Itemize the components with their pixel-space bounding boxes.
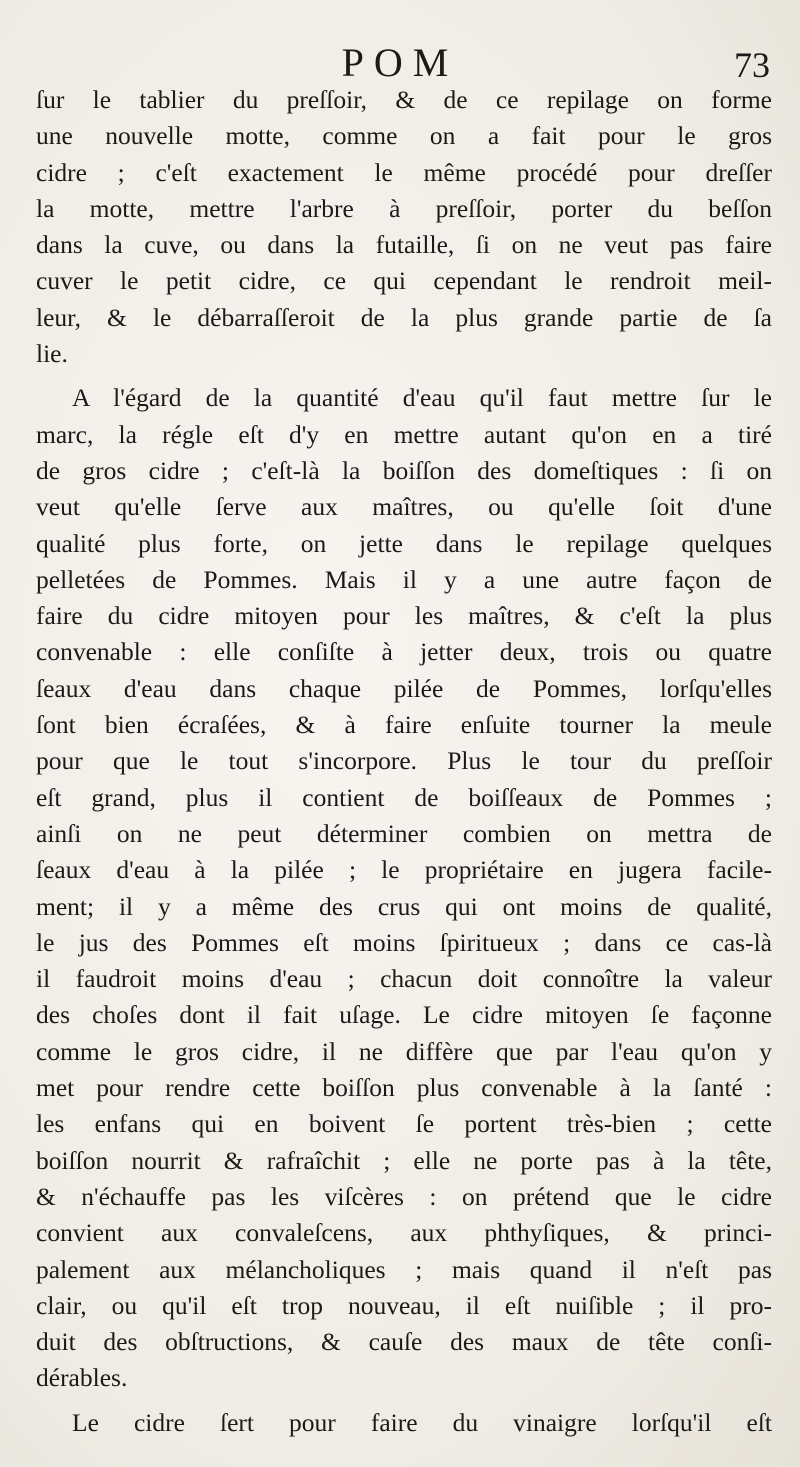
text-line: marc, la régle eſt d'y en mettre autant qu'on en a tiré (36, 419, 772, 449)
text-line: ſur le tablier du preſſoir, & de ce repilage on forme (36, 85, 772, 114)
text-line: met pour rendre cette boiſſon plus convenable à la ſanté : (36, 1073, 772, 1103)
page-number: 73 (734, 45, 770, 85)
body-text (36, 82, 772, 1441)
text-line: leur, & le débarraſſeroit de la plus grande partie de ſa (36, 302, 772, 332)
text-line: eſt grand, plus il contient de boiſſeaux de Pommes ; (36, 782, 772, 812)
text-line: ainſi on ne peut déterminer combien on mettra de (36, 818, 772, 848)
text-line: & n'échauffe pas les viſcères : on prétend que le cidre (36, 1181, 772, 1211)
text-line: qualité plus forte, on jette dans le repilage quelques (36, 528, 772, 558)
text-line: ment; il y a même des crus qui ont moins de qualité, (36, 891, 772, 921)
text-line: pour que le tout s'incorpore. Plus le tour du preſſoir (36, 746, 772, 776)
text-line: pelletées de Pommes. Mais il y a une autre façon de (36, 564, 772, 594)
text-line: il faudroit moins d'eau ; chacun doit connoître la valeur (36, 964, 772, 994)
text-line: comme le gros cidre, il ne diffère que par l'eau qu'on y (36, 1036, 772, 1066)
paragraph (36, 82, 772, 372)
text-line: cidre ; c'eſt exactement le même procédé pour dreſſer (36, 157, 772, 187)
paragraph (36, 380, 772, 1396)
text-line: convenable : elle conſiſte à jetter deux, trois ou quatre (36, 637, 772, 667)
text-line: convient aux convaleſcens, aux phthyſiques, & princi- (36, 1218, 772, 1248)
text-line: faire du cidre mitoyen pour les maîtres, & c'eſt la plus (36, 601, 772, 631)
text-line: veut qu'elle ſerve aux maîtres, ou qu'elle ſoit d'une (36, 492, 772, 522)
text-line: duit des obſtructions, & cauſe des maux de tête conſi- (36, 1327, 772, 1357)
running-head (0, 38, 800, 88)
text-line: ſeaux d'eau à la pilée ; le propriétaire en jugera facile- (36, 855, 772, 885)
text-line: une nouvelle motte, comme on a fait pour le gros (36, 121, 772, 151)
text-line: clair, ou qu'il eſt trop nouveau, il eſt nuiſible ; il pro- (36, 1290, 772, 1320)
text-line: ſeaux d'eau dans chaque pilée de Pommes, lorſqu'elles (36, 673, 772, 703)
text-line: la motte, mettre l'arbre à preſſoir, porter du beſſon (36, 193, 772, 223)
text-line: des choſes dont il fait uſage. Le cidre mitoyen ſe façonne (36, 1000, 772, 1030)
text-line: A l'égard de la quantité d'eau qu'il faut mettre ſur le (72, 383, 772, 413)
text-line: les enfans qui en boivent ſe portent très-bien ; cette (36, 1109, 772, 1139)
text-line: ſont bien écraſées, & à faire enſuite tourner la meule (36, 710, 772, 740)
text-line: boiſſon nourrit & rafraîchit ; elle ne porte pas à la tête, (36, 1145, 772, 1175)
paragraph (36, 1405, 772, 1441)
running-title: POM (341, 40, 459, 85)
text-line: palement aux mélancholiques ; mais quand il n'eſt pas (36, 1254, 772, 1284)
text-line: le jus des Pommes eſt moins ſpiritueux ; dans ce cas-là (36, 927, 772, 957)
text-line: cuver le petit cidre, ce qui cependant le rendroit meil- (36, 266, 772, 296)
text-line: lie. (36, 339, 68, 369)
text-line: dans la cuve, ou dans la futaille, ſi on ne veut pas faire (36, 230, 772, 260)
text-line: dérables. (36, 1363, 128, 1393)
text-line: de gros cidre ; c'eſt-là la boiſſon des domeſtiques : ſi on (36, 455, 772, 485)
text-line: Le cidre ſert pour faire du vinaigre lorſqu'il eſt (72, 1407, 772, 1437)
